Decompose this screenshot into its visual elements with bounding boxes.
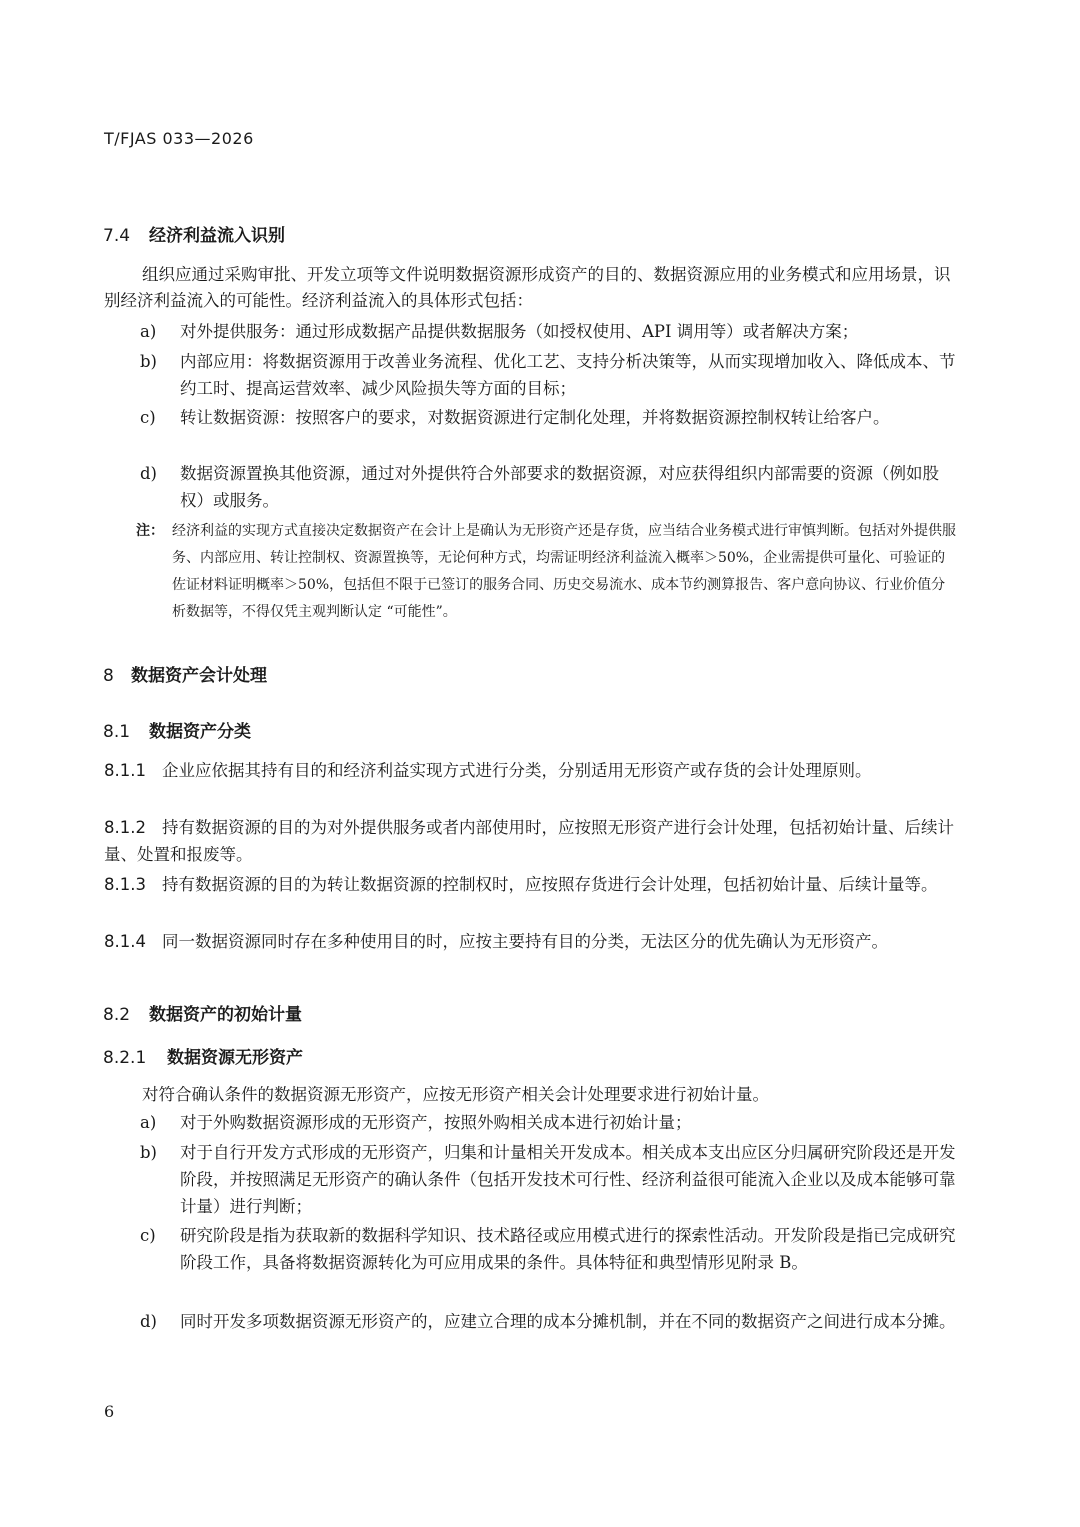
section-8-1-heading bbox=[103, 717, 251, 742]
section-8-2-heading bbox=[103, 1000, 302, 1025]
list-item bbox=[140, 1222, 956, 1276]
clause-number: 8.1.3 bbox=[104, 875, 146, 894]
section-8-heading bbox=[103, 661, 267, 686]
clause bbox=[104, 757, 956, 784]
section-8-2-1-intro: 对符合确认条件的数据资源无形资产，应按无形资产相关会计处理要求进行初始计量。 bbox=[142, 1085, 769, 1104]
list-item bbox=[140, 1308, 956, 1335]
list-text: 对外提供服务：通过形成数据产品提供数据服务（如授权使用、API 调用等）或者解决方案； bbox=[180, 322, 859, 341]
list-label: c) bbox=[140, 408, 156, 427]
list-item bbox=[140, 1109, 956, 1136]
section-title: 数据资产的初始计量 bbox=[149, 1005, 302, 1025]
clause-text: 同一数据资源同时存在多种使用目的时，应按主要持有目的分类，无法区分的优先确认为无形资产。 bbox=[161, 932, 888, 951]
standard-code: T/FJAS 033—2026 bbox=[104, 129, 254, 148]
section-7-4-heading bbox=[103, 221, 285, 246]
section-number: 7.4 bbox=[103, 226, 131, 246]
section-title: 数据资产分类 bbox=[149, 722, 251, 742]
list-label: b) bbox=[140, 1143, 157, 1162]
note-label: 注： bbox=[136, 523, 164, 539]
section-title: 数据资产会计处理 bbox=[131, 666, 267, 686]
clause-number: 8.1.1 bbox=[104, 761, 146, 780]
list-label: d) bbox=[140, 464, 157, 483]
section-number: 8.2 bbox=[103, 1005, 131, 1025]
clause-number: 8.1.4 bbox=[104, 932, 146, 951]
clause-text: 持有数据资源的目的为转让数据资源的控制权时，应按照存货进行会计处理，包括初始计量、后续计量等。 bbox=[161, 875, 938, 894]
section-title: 数据资源无形资产 bbox=[167, 1048, 303, 1068]
section-8-2-1-heading bbox=[103, 1043, 303, 1068]
section-7-4-intro: 组织应通过采购审批、开发立项等文件说明数据资源形成资产的目的、数据资源应用的业务模式和应用场景，识别经济利益流入的可能性。经济利益流入的具体形式包括： bbox=[104, 265, 951, 310]
clause bbox=[104, 814, 956, 868]
list-text: 研究阶段是指为获取新的数据科学知识、技术路径或应用模式进行的探索性活动。开发阶段是指已完成研究阶段工作，具备将数据资源转化为可应用成果的条件。具体特征和典型情形见附录 B。 bbox=[180, 1226, 956, 1272]
list-text: 数据资源置换其他资源，通过对外提供符合外部要求的数据资源，对应获得组织内部需要的资源（例如股权）或服务。 bbox=[180, 464, 939, 510]
note-block bbox=[136, 518, 956, 626]
clause-number: 8.1.2 bbox=[104, 818, 146, 837]
list-text: 对于外购数据资源形成的无形资产，按照外购相关成本进行初始计量； bbox=[180, 1113, 692, 1132]
section-number: 8.2.1 bbox=[103, 1048, 147, 1068]
list-label: a) bbox=[140, 322, 157, 341]
section-title: 经济利益流入识别 bbox=[149, 226, 285, 246]
list-item bbox=[140, 1139, 956, 1220]
list-text: 转让数据资源：按照客户的要求，对数据资源进行定制化处理，并将数据资源控制权转让给客户。 bbox=[180, 408, 890, 427]
list-label: a) bbox=[140, 1113, 157, 1132]
clause-text: 持有数据资源的目的为对外提供服务或者内部使用时，应按照无形资产进行会计处理，包括初始计量、后续计量、处置和报废等。 bbox=[104, 818, 954, 864]
section-number: 8.1 bbox=[103, 722, 131, 742]
list-label: c) bbox=[140, 1226, 156, 1245]
list-label: b) bbox=[140, 352, 157, 371]
clause-text: 企业应依据其持有目的和经济利益实现方式进行分类，分别适用无形资产或存货的会计处理原则。 bbox=[161, 761, 872, 780]
clause bbox=[104, 928, 956, 955]
list-item bbox=[140, 348, 956, 402]
list-item bbox=[140, 404, 956, 431]
list-text: 内部应用：将数据资源用于改善业务流程、优化工艺、支持分析决策等，从而实现增加收入、降低成本、节约工时、提高运营效率、减少风险损失等方面的目标； bbox=[180, 352, 956, 398]
page-number: 6 bbox=[104, 1402, 115, 1421]
note-text: 经济利益的实现方式直接决定数据资产在会计上是确认为无形资产还是存货，应当结合业务模式进行审慎判断。包括对外提供服务、内部应用、转让控制权、资源置换等，无论何种方式，均需证明经济利益流入概率＞50%，企业需提供可量化、可验证的佐证材料证明概率＞50%，包括但不限于已签订的服务合同、历史交易流水、成本节约测算报告、客户意向协议、行业价值分析数据等，不得仅凭主观判断认定 “可能性”。 bbox=[172, 523, 956, 620]
list-text: 对于自行开发方式形成的无形资产，归集和计量相关开发成本。相关成本支出应区分归属研究阶段还是开发阶段，并按照满足无形资产的确认条件（包括开发技术可行性、经济利益很可能流入企业以及成本能够可靠计量）进行判断； bbox=[180, 1143, 956, 1216]
section-number: 8 bbox=[103, 666, 114, 686]
list-item bbox=[140, 460, 956, 514]
list-label: d) bbox=[140, 1312, 157, 1331]
list-item bbox=[140, 318, 956, 345]
list-text: 同时开发多项数据资源无形资产的，应建立合理的成本分摊机制，并在不同的数据资产之间进行成本分摊。 bbox=[180, 1312, 956, 1331]
clause bbox=[104, 871, 956, 898]
